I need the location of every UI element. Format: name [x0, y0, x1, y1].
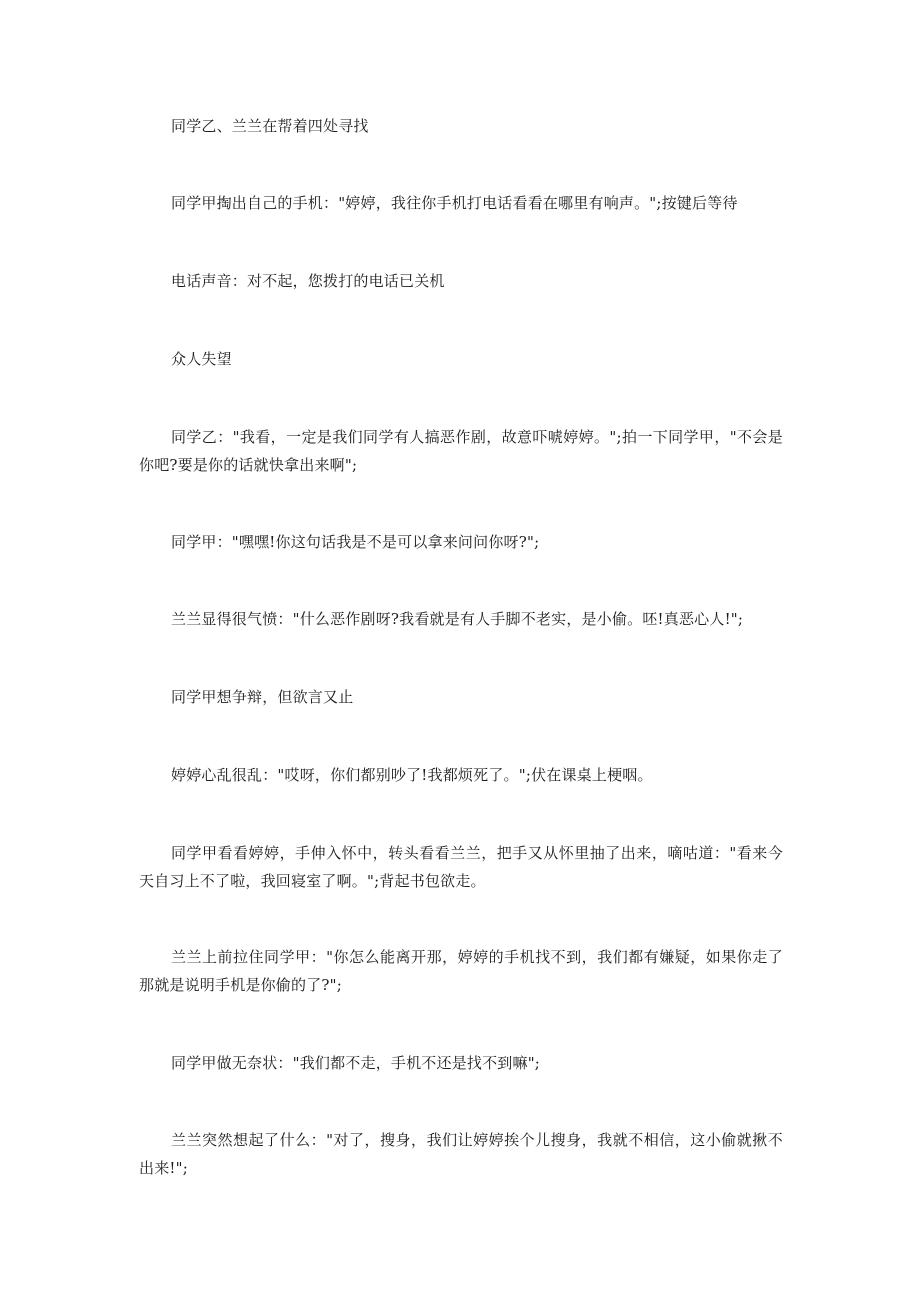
paragraph: 电话声音：对不起，您拨打的电话已关机 [171, 272, 445, 290]
paragraph: 同学甲掏出自己的手机："婷婷，我往你手机打电话看看在哪里有响声。";按键后等待 [171, 194, 738, 212]
paragraph: 兰兰突然想起了什么："对了，搜身，我们让婷婷挨个儿搜身，我就不相信，这小偷就揪不出来!"; [139, 1131, 783, 1177]
paragraph: 同学乙、兰兰在帮着四处寻找 [171, 117, 369, 135]
paragraph: 婷婷心乱很乱："哎呀，你们都别吵了!我都烦死了。";伏在课桌上梗咽。 [171, 766, 653, 784]
paragraph: 同学甲："嘿嘿!你这句话我是不是可以拿来问问你呀?"; [171, 533, 540, 551]
paragraph: 兰兰上前拉住同学甲："你怎么能离开那，婷婷的手机找不到，我们都有嫌疑，如果你走了那就是说明手机是你偷的了?"; [139, 948, 783, 994]
paragraph: 同学甲做无奈状："我们都不走，手机不还是找不到嘛"; [171, 1054, 541, 1072]
paragraph: 同学甲想争辩，但欲言又止 [171, 688, 354, 706]
paragraph: 众人失望 [171, 350, 232, 368]
paragraph: 同学甲看看婷婷，手伸入怀中，转头看看兰兰，把手又从怀里抽了出来，嘀咕道："看来今天自习上不了啦，我回寝室了啊。";背起书包欲走。 [139, 844, 783, 890]
paragraph: 兰兰显得很气愤："什么恶作剧呀?我看就是有人手脚不老实，是小偷。呸!真恶心人!"; [171, 610, 744, 628]
paragraph: 同学乙："我看，一定是我们同学有人搞恶作剧，故意吓唬婷婷。";拍一下同学甲，"不会是你吧?要是你的话就快拿出来啊"; [139, 428, 783, 474]
